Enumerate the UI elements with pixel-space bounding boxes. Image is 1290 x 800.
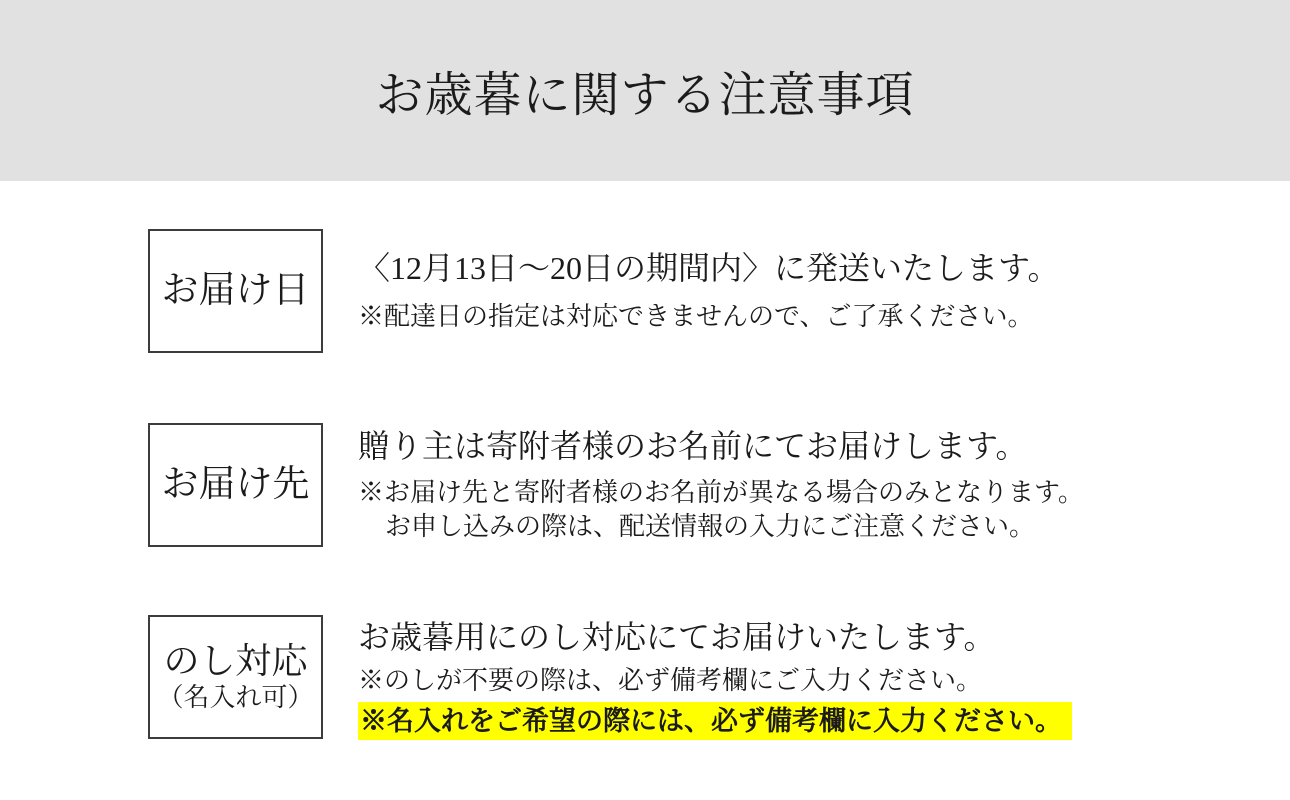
delivery-date-text	[358, 246, 1059, 334]
delivery-date-main-text: 〈12月13日〜20日の期間内〉に発送いたします。	[358, 250, 1060, 286]
noshi-label: のし対応	[163, 640, 308, 681]
delivery-destination-note-2: お申し込みの際は、配送情報の入力にご注意ください。	[385, 512, 1036, 541]
delivery-destination-label-box	[148, 423, 323, 547]
noshi-highlighted-note: ※名入れをご希望の際には、必ず備考欄に入力ください。	[358, 702, 1072, 740]
delivery-destination-main-text: 贈り主は寄附者様のお名前にてお届けします。	[358, 428, 1028, 464]
delivery-date-note: ※配達日の指定は対応できませんので、ご了承ください。	[358, 302, 1034, 331]
delivery-destination-text	[358, 424, 1084, 544]
noshi-label-box	[148, 615, 323, 739]
noshi-note: ※のしが不要の際は、必ず備考欄にご入力ください。	[358, 666, 983, 695]
page-title: お歳暮に関する注意事項	[375, 69, 915, 122]
noshi-text	[358, 615, 1072, 740]
noshi-label-sub: （名入れ可）	[157, 683, 314, 713]
delivery-date-label: お届け日	[161, 269, 310, 311]
delivery-destination-label: お届け先	[161, 463, 310, 505]
noshi-main-text: お歳暮用にのし対応にてお届けいたします。	[358, 619, 996, 655]
header-band	[0, 0, 1290, 181]
delivery-destination-note-1: ※お届け先と寄附者様のお名前が異なる場合のみとなります。	[358, 478, 1084, 507]
delivery-date-label-box	[148, 229, 323, 353]
